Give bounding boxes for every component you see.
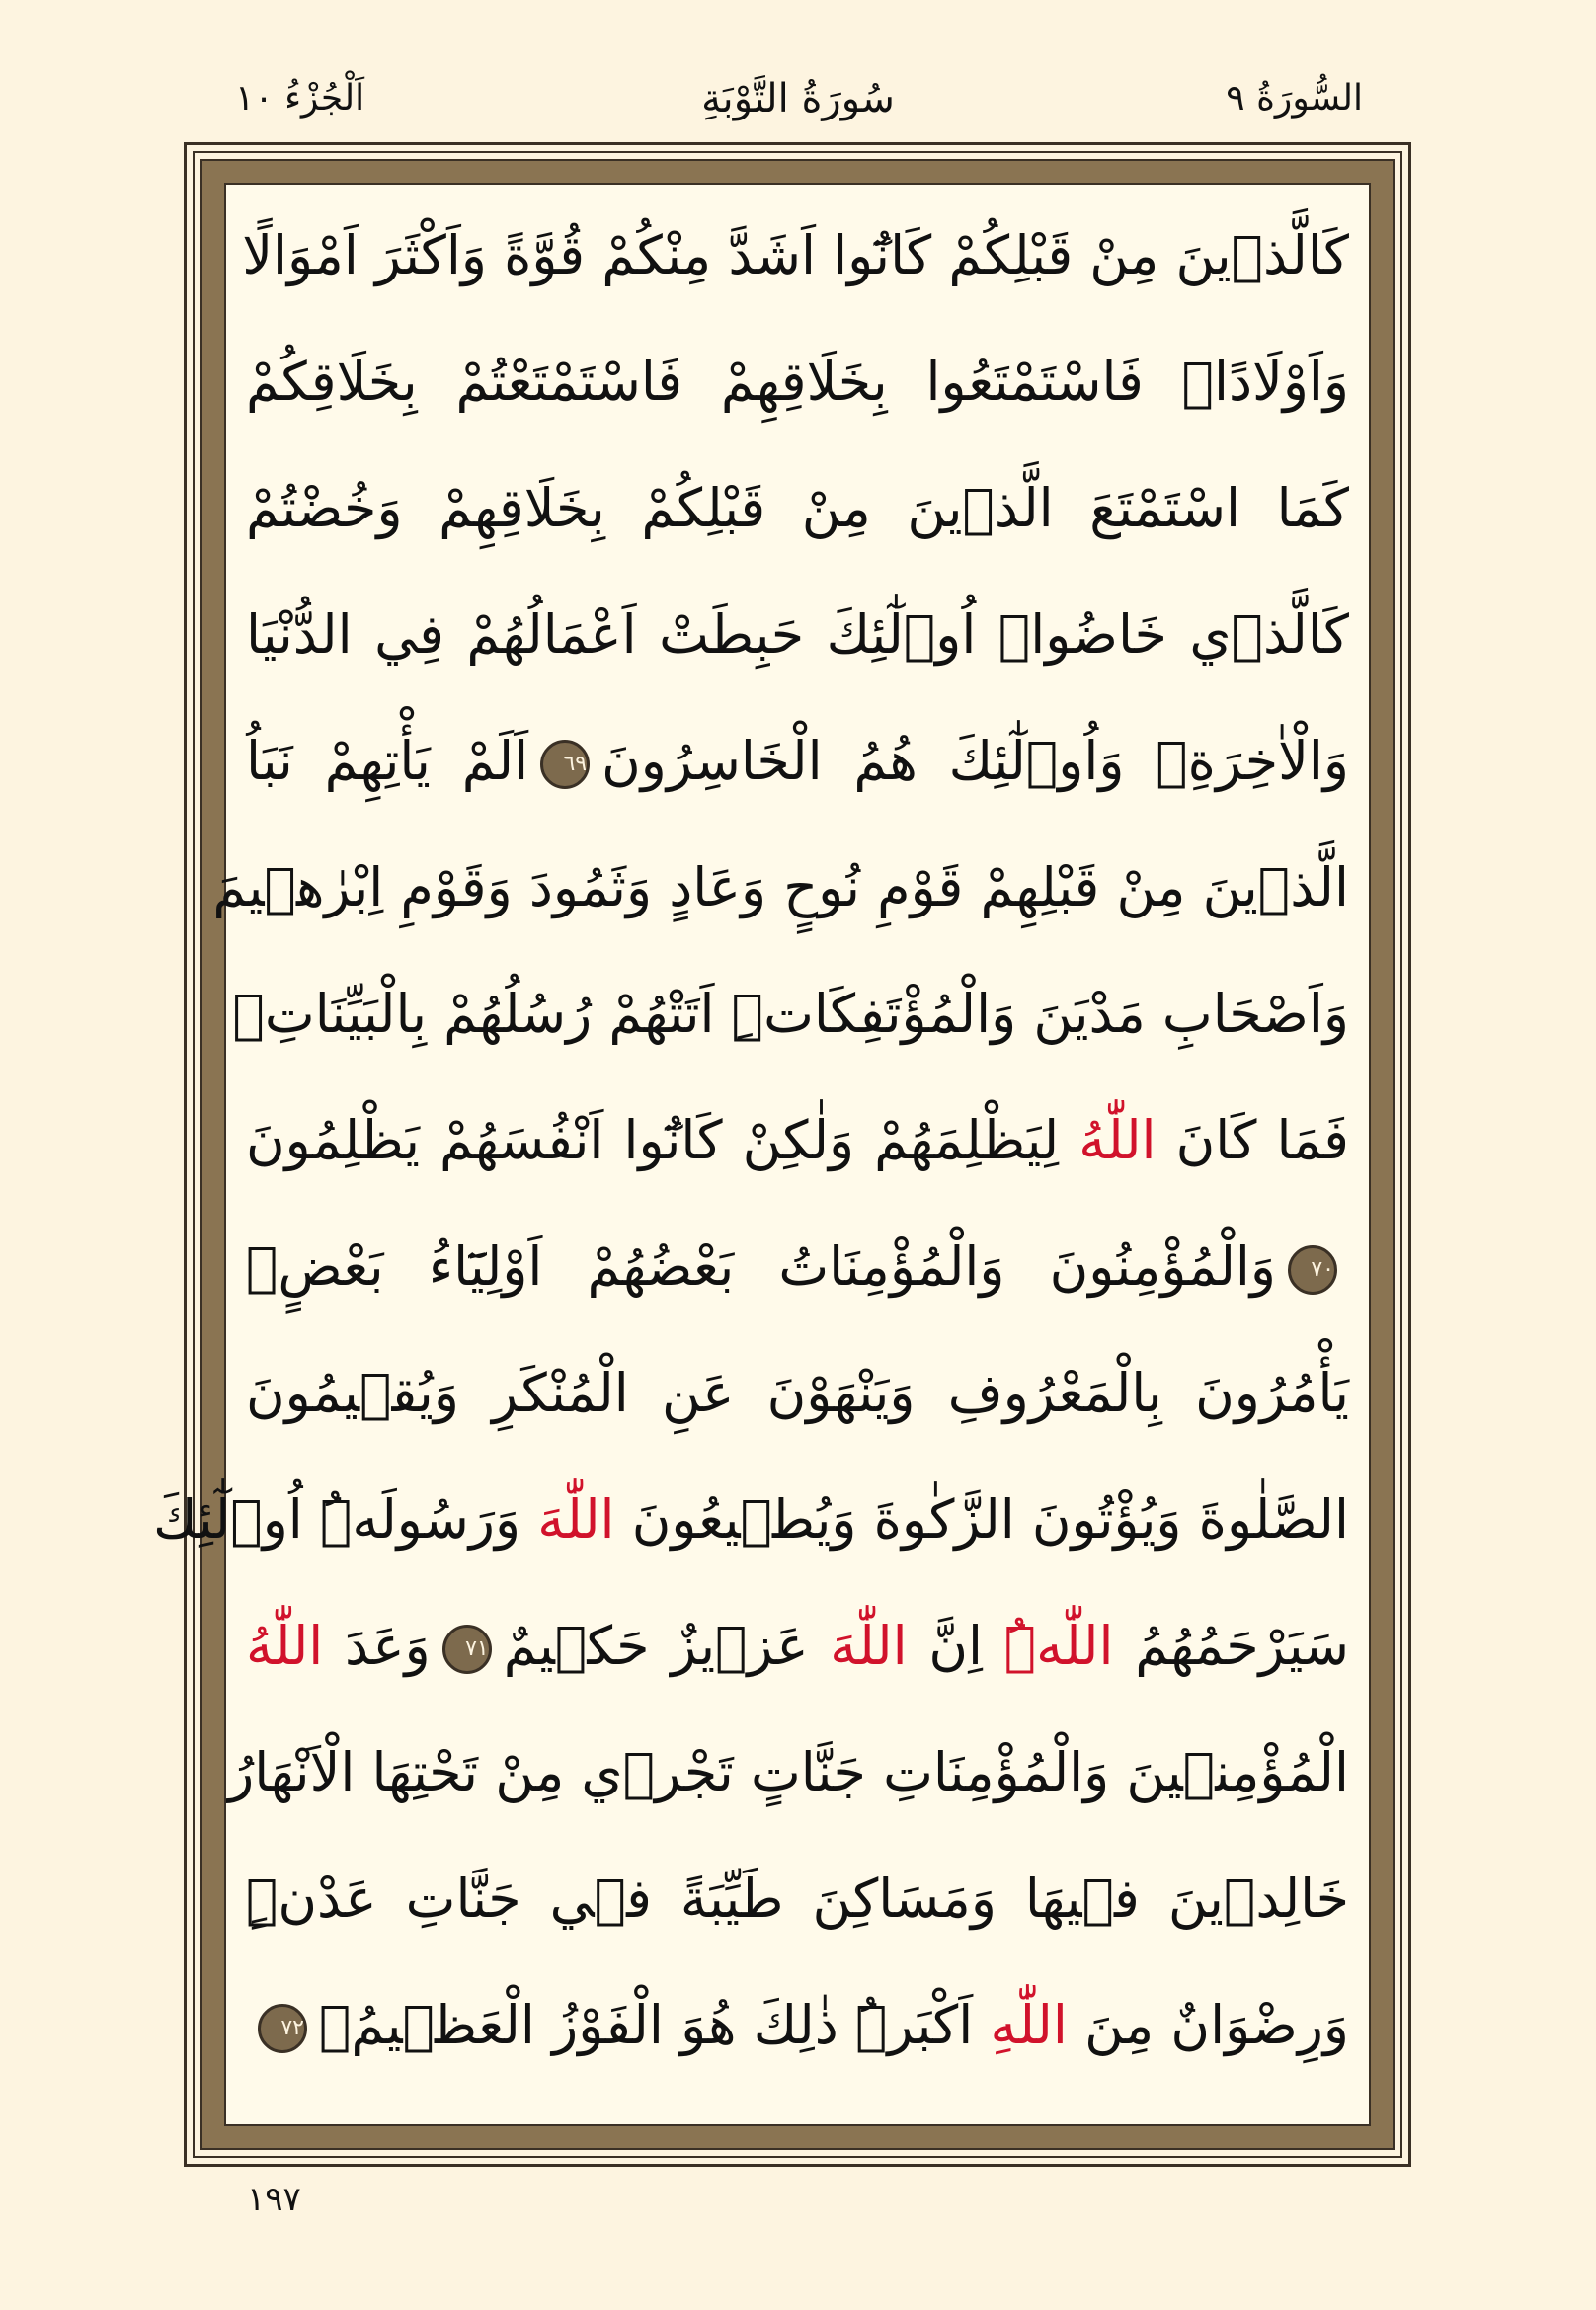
ayah-number-marker: ٧٢ (258, 2004, 307, 2053)
verse-text: وَاَوْلَادًاۜ فَاسْتَمْتَعُوا بِخَلَاقِهِمْ فَاسْتَمْتَعْتُمْ بِخَلَاقِكُمْ (246, 351, 1349, 413)
ayah-number-marker: ٧٠ (1288, 1245, 1337, 1295)
verse-text: الصَّلٰوةَ وَيُؤْتُونَ الزَّكٰوةَ وَيُط۪يعُونَ (614, 1488, 1349, 1551)
verse-text: كَالَّذ۪ينَ مِنْ قَبْلِكُمْ كَانُٓوا اَشَدَّ مِنْكُمْ قُوَّةً وَاَكْثَرَ اَمْوَالًا (242, 224, 1349, 286)
divine-name: اللّٰهَ (830, 1615, 908, 1677)
surah-number: السُّورَةُ ٩ (1226, 78, 1363, 119)
verse-text: كَالَّذ۪ي خَاضُواۜ اُو۬لٰٓئِكَ حَبِطَتْ اَعْمَالُهُمْ فِي الدُّنْيَا (246, 603, 1349, 666)
verse-text: عَز۪يزٌ حَك۪يمٌ (503, 1615, 831, 1677)
page-header (0, 69, 1596, 128)
verse-line (246, 572, 1349, 698)
divine-name: اللّٰهُ (246, 1615, 324, 1677)
verse-line (153, 1457, 1349, 1583)
verse-text: اِنَّ (907, 1615, 1004, 1677)
verse-text: يَأْمُرُونَ بِالْمَعْرُوفِ وَيَنْهَوْنَ عَنِ الْمُنْكَرِ وَيُق۪يمُونَ (246, 1362, 1349, 1424)
verse-text: سَيَرْحَمُهُمُ (1113, 1615, 1349, 1677)
divine-name: اللّٰهُۜ (1003, 1615, 1114, 1677)
verse-text-area (153, 183, 1371, 2126)
verse-line (242, 193, 1349, 319)
verse-line (246, 1330, 1349, 1457)
verse-text: وَالْاٰخِرَةِۚ وَاُو۬لٰٓئِكَ هُمُ الْخَاسِرُونَ (601, 730, 1349, 792)
juz-number: اَلْجُزْءُ ١٠ (235, 78, 365, 119)
verse-text: وَالْمُؤْمِنُونَ وَالْمُؤْمِنَاتُ بَعْضُهُمْ اَوْلِيَٓاءُ بَعْضٍۢ (246, 1235, 1276, 1298)
verse-line (246, 1077, 1349, 1204)
verse-line (212, 825, 1349, 951)
verse-text: وَرَسُولَهُۜ اُو۬لٰٓئِكَ (153, 1488, 538, 1551)
verse-text: اَلَمْ يَأْتِهِمْ نَبَاُ (246, 730, 529, 792)
verse-line (232, 951, 1349, 1077)
verse-line (246, 1204, 1349, 1330)
verse-line (246, 1583, 1349, 1710)
verse-text: وَعَدَ (323, 1615, 431, 1677)
verse-lines (153, 193, 1349, 2124)
divine-name: اللّٰهِ (990, 1994, 1068, 2056)
ayah-number-marker: ٧١ (442, 1625, 492, 1674)
verse-text: كَمَا اسْتَمْتَعَ الَّذ۪ينَ مِنْ قَبْلِكُمْ بِخَلَاقِهِمْ وَخُضْتُمْ (246, 477, 1349, 539)
verse-text: خَالِد۪ينَ ف۪يهَا وَمَسَاكِنَ طَيِّبَةً ف۪ي جَنَّاتِ عَدْنٍۜ (246, 1868, 1349, 1930)
verse-text: وَاَصْحَابِ مَدْيَنَ وَالْمُؤْتَفِكَاتِۜ اَتَتْهُمْ رُسُلُهُمْ بِالْبَيِّنَاتِۚ (232, 983, 1349, 1045)
divine-name: اللّٰهَ (537, 1488, 615, 1551)
verse-line (246, 1962, 1349, 2089)
verse-line (246, 698, 1349, 825)
verse-text: الْمُؤْمِن۪ينَ وَالْمُؤْمِنَاتِ جَنَّاتٍ تَجْر۪ي مِنْ تَحْتِهَا الْاَنْهَارُ (228, 1741, 1349, 1803)
verse-text: اَكْبَرُۜ ذٰلِكَ هُوَ الْفَوْزُ الْعَظ۪يمُ۟ (319, 1994, 991, 2056)
surah-name: سُورَةُ التَّوْبَةِ (701, 76, 895, 121)
divine-name: اللّٰهُ (1078, 1109, 1157, 1171)
verse-line (246, 1836, 1349, 1962)
verse-text: فَمَا كَانَ (1156, 1109, 1349, 1171)
verse-text: لِيَظْلِمَهُمْ وَلٰكِنْ كَانُٓوا اَنْفُسَهُمْ يَظْلِمُونَ (246, 1109, 1079, 1171)
verse-line (228, 1710, 1349, 1836)
verse-text: وَرِضْوَانٌ مِنَ (1067, 1994, 1349, 2056)
ayah-number-marker: ٦٩ (540, 740, 590, 789)
verse-line (246, 319, 1349, 445)
verse-text: الَّذ۪ينَ مِنْ قَبْلِهِمْ قَوْمِ نُوحٍ وَعَادٍ وَثَمُودَ وَقَوْمِ اِبْرٰه۪يمَ (212, 856, 1349, 918)
verse-line (246, 445, 1349, 572)
page-frame (153, 142, 1411, 2167)
page-number: ١٩٧ (247, 2180, 301, 2219)
